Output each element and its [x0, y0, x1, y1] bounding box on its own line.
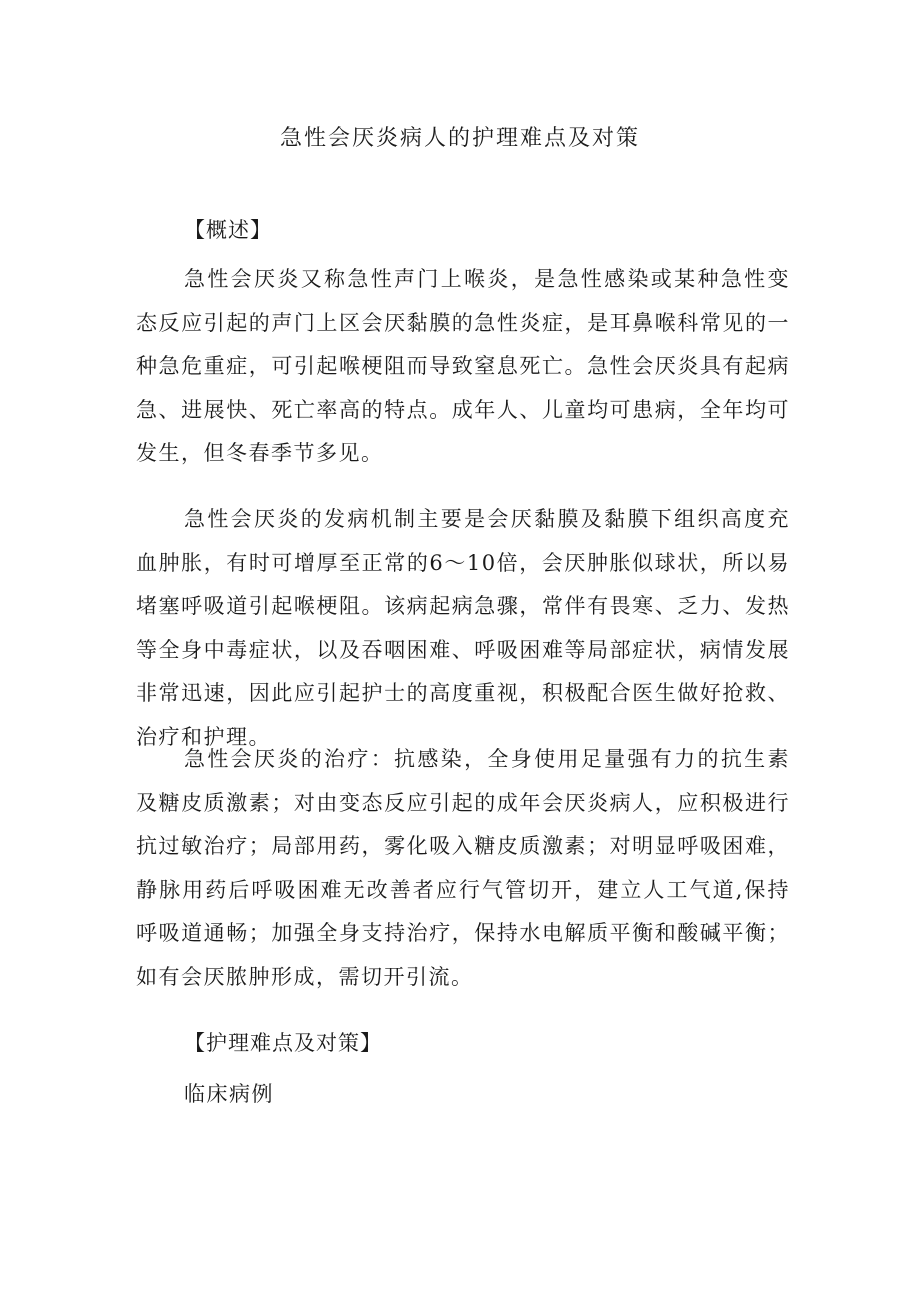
document-title: 急性会厌炎病人的护理难点及对策 — [279, 126, 640, 151]
overview-heading: 【概述】 — [184, 218, 272, 242]
overview-paragraph-2: 急性会厌炎的发病机制主要是会厌黏膜及黏膜下组织高度充血肿胀，有时可增厚至正常的6～10倍，会厌肿胀似球状，所以易堵塞呼吸道引起喉梗阻。该病起病急骤，常伴有畏寒、乏力、发热等全身中毒症状，以及吞咽困难、呼吸困难等局部症状，病情发展非常迅速，因此应引起护士的高度重视，积极配合医生做好抢救、治疗和护理。 — [136, 507, 790, 749]
overview-paragraph-3: 急性会厌炎的治疗：抗感染，全身使用足量强有力的抗生素及糖皮质激素；对由变态反应引起的成年会厌炎病人，应积极进行抗过敏治疗；局部用药，雾化吸入糖皮质激素；对明显呼吸困难，静脉用药后呼吸困难无改善者应行气管切开，建立人工气道,保持呼吸道通畅；加强全身支持治疗，保持水电解质平衡和酸碱平衡；如有会厌脓肿形成，需切开引流。 — [136, 747, 790, 989]
clinical-case-label: 临床病例 — [184, 1082, 274, 1106]
nursing-difficulties-heading: 【护理难点及对策】 — [184, 1031, 382, 1055]
overview-paragraph-1: 急性会厌炎又称急性声门上喉炎，是急性感染或某种急性变态反应引起的声门上区会厌黏膜的急性炎症，是耳鼻喉科常见的一种急危重症，可引起喉梗阻而导致窒息死亡。急性会厌炎具有起病急、进展快、死亡率高的特点。成年人、儿童均可患病，全年均可发生，但冬春季节多见。 — [136, 267, 790, 466]
